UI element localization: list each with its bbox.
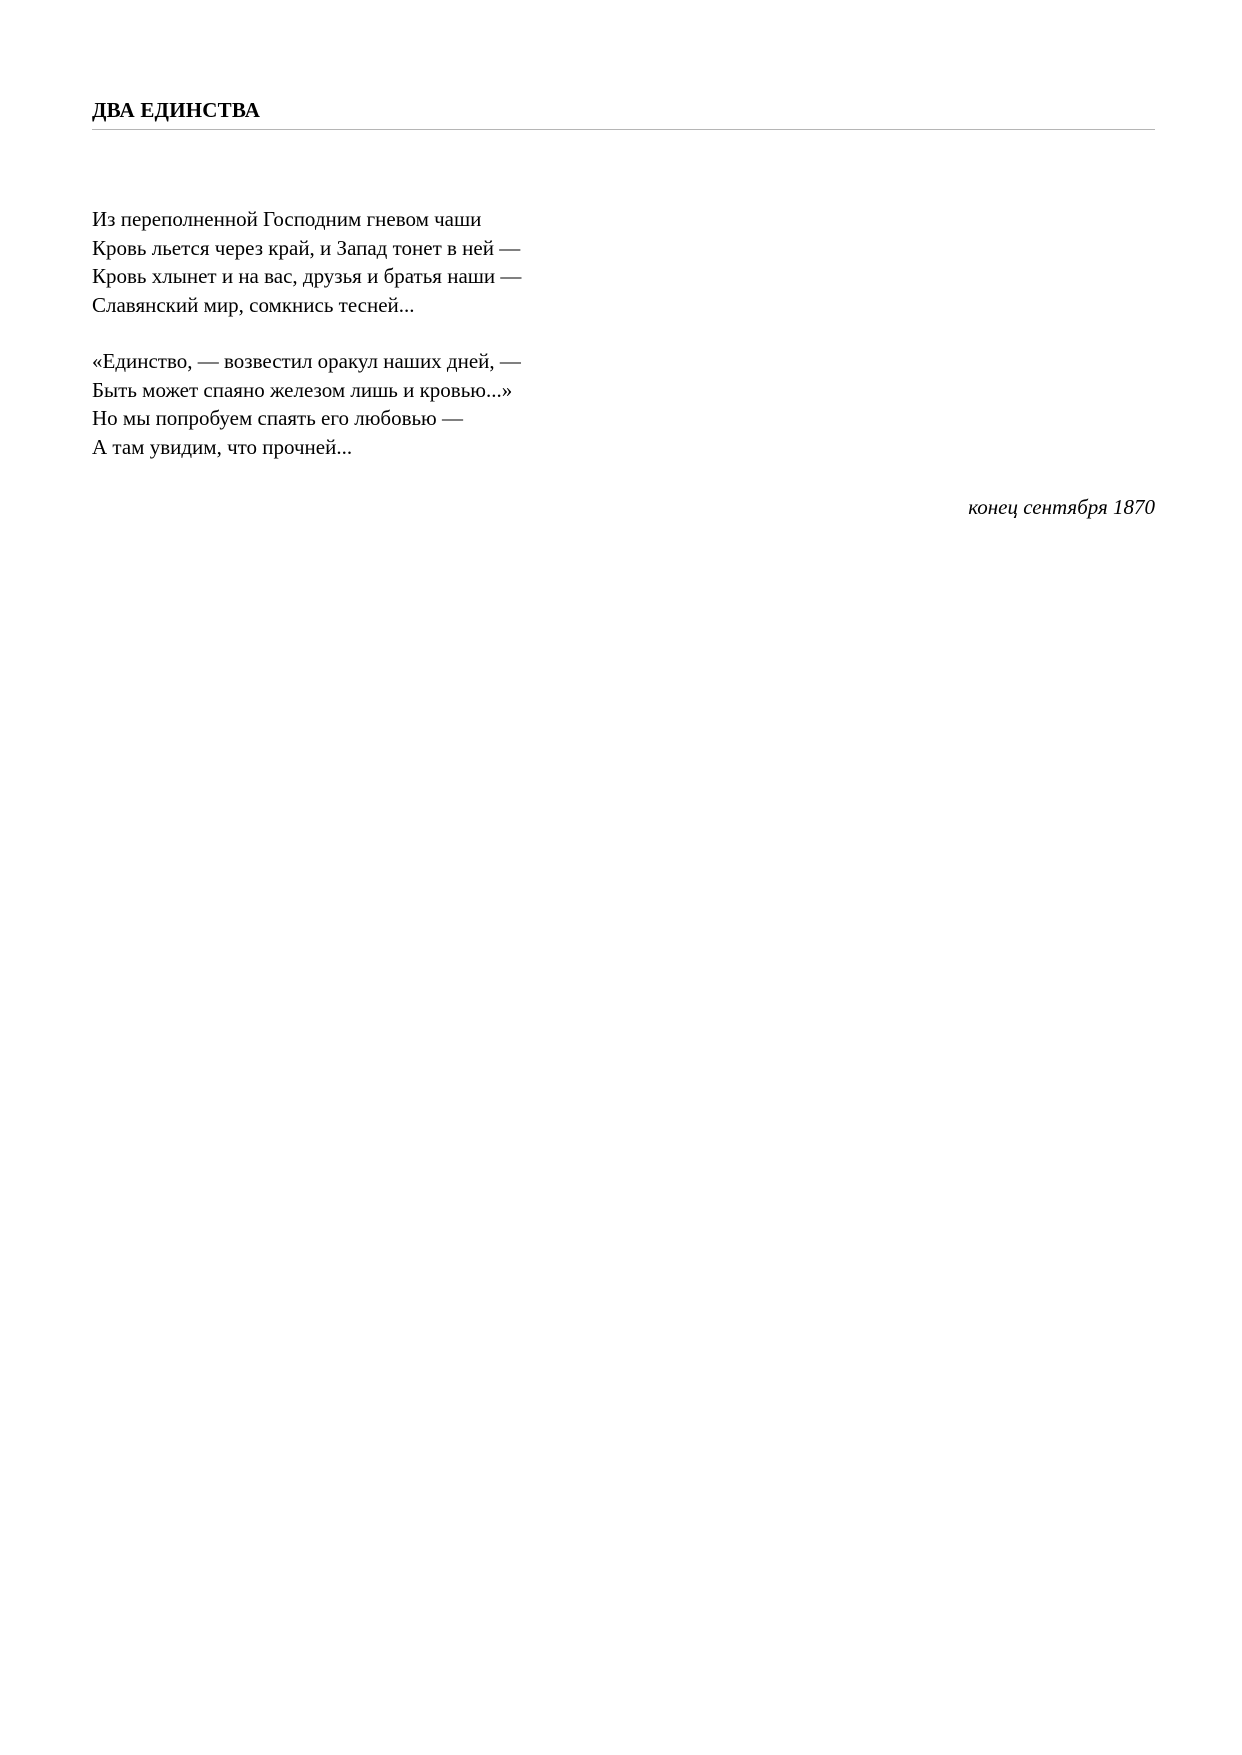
poem-date: конец сентября 1870 [968,495,1155,519]
stanza-2 [92,347,892,461]
poem-line: Кровь хлынет и на вас, друзья и братья наши — [92,264,522,288]
poem-body [92,205,892,489]
stanza-1 [92,205,892,319]
poem-line: «Единство, — возвестил оракул наших дней, — [92,349,521,373]
poem-line: Славянский мир, сомкнись тесней... [92,292,415,317]
poem-line: Но мы попробуем спаять его любовью — [92,406,463,430]
poem-line: Из переполненной Господним гневом чаши [92,207,482,231]
poem-line: А там увидим, что прочней... [92,434,353,459]
title-divider [92,129,1155,130]
poem-line: Быть может спаяно железом лишь и кровью...» [92,377,513,402]
poem-title: ДВА ЕДИНСТВА [92,98,261,122]
poem-line: Кровь льется через край, и Запад тонет в ней — [92,235,521,260]
